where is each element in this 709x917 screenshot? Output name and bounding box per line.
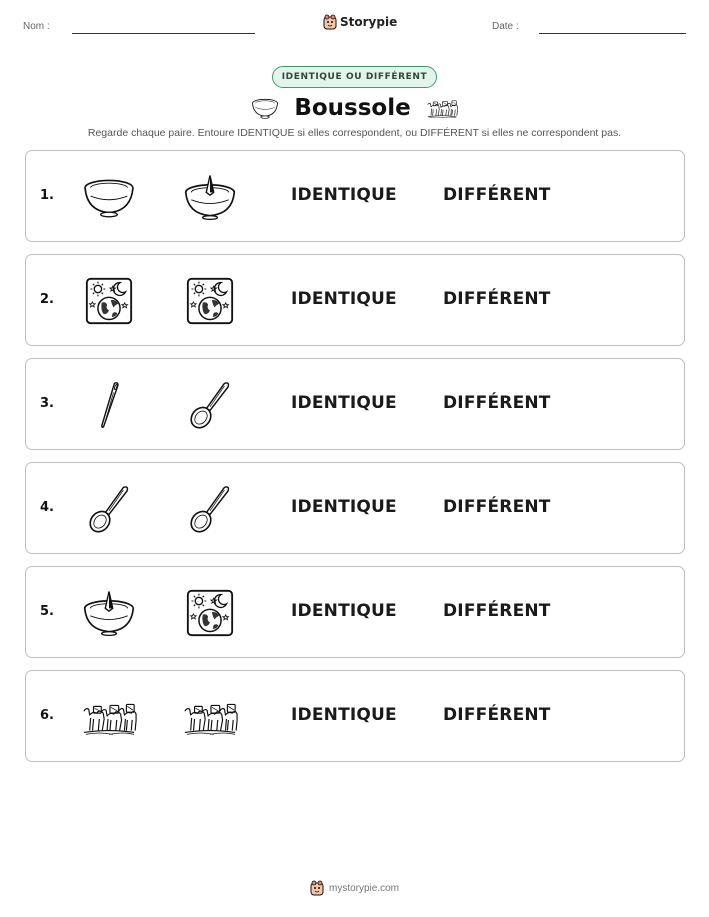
camel-caravan-icon	[181, 697, 239, 737]
date-label: Date :	[492, 21, 519, 32]
question-row	[25, 462, 685, 554]
mascot-icon	[310, 880, 324, 896]
question-number: 6.	[40, 708, 54, 723]
question-row	[25, 670, 685, 762]
different-option[interactable]: DIFFÉRENT	[443, 497, 551, 517]
left-picture	[79, 483, 139, 535]
question-row	[25, 254, 685, 346]
identique-option[interactable]: IDENTIQUE	[291, 705, 397, 725]
right-picture	[180, 483, 240, 535]
identique-option[interactable]: IDENTIQUE	[291, 393, 397, 413]
name-field[interactable]	[72, 33, 255, 34]
different-option[interactable]: DIFFÉRENT	[443, 393, 551, 413]
left-picture	[79, 379, 139, 431]
date-field[interactable]	[539, 33, 686, 34]
spoon-icon	[82, 483, 136, 535]
sky-globe-icon	[186, 589, 234, 637]
question-number: 3.	[40, 396, 54, 411]
left-picture	[79, 691, 139, 743]
sky-globe-icon	[85, 277, 133, 325]
instructions: Regarde chaque paire. Entoure IDENTIQUE si elles correspondent, ou DIFFÉRENT si elles ne correspondent pas.	[87, 127, 622, 139]
camel-caravan-icon	[425, 97, 459, 119]
identique-option[interactable]: IDENTIQUE	[291, 185, 397, 205]
worksheet-header	[0, 0, 709, 50]
left-picture	[79, 275, 139, 327]
identique-option[interactable]: IDENTIQUE	[291, 497, 397, 517]
right-picture	[180, 275, 240, 327]
different-option[interactable]: DIFFÉRENT	[443, 185, 551, 205]
question-number: 4.	[40, 500, 54, 515]
right-picture	[180, 171, 240, 223]
footer-url[interactable]: mystorypie.com	[328, 882, 399, 894]
spoon-icon	[183, 379, 237, 431]
title-row	[0, 92, 709, 124]
identique-option[interactable]: IDENTIQUE	[291, 601, 397, 621]
question-row	[25, 358, 685, 450]
question-number: 5.	[40, 604, 54, 619]
bowl-icon	[250, 96, 280, 120]
page-title: Boussole	[294, 95, 411, 121]
right-picture	[180, 379, 240, 431]
question-row	[25, 150, 685, 242]
footer	[0, 880, 709, 896]
compass-bowl-icon	[81, 589, 137, 637]
different-option[interactable]: DIFFÉRENT	[443, 705, 551, 725]
left-picture	[79, 171, 139, 223]
bowl-icon	[81, 174, 137, 220]
question-number: 2.	[40, 292, 54, 307]
name-label: Nom :	[23, 21, 50, 32]
different-option[interactable]: DIFFÉRENT	[443, 601, 551, 621]
right-picture	[180, 691, 240, 743]
compass-bowl-icon	[182, 173, 238, 221]
needle-icon	[82, 379, 136, 431]
camel-caravan-icon	[80, 697, 138, 737]
identique-option[interactable]: IDENTIQUE	[291, 289, 397, 309]
question-number: 1.	[40, 188, 54, 203]
right-picture	[180, 587, 240, 639]
different-option[interactable]: DIFFÉRENT	[443, 289, 551, 309]
sky-globe-icon	[186, 277, 234, 325]
question-row	[25, 566, 685, 658]
brand-name: Storypie	[340, 15, 398, 29]
left-picture	[79, 587, 139, 639]
brand-logo	[323, 14, 397, 30]
mascot-icon	[323, 14, 337, 30]
worksheet-type-badge: IDENTIQUE OU DIFFÉRENT	[272, 66, 437, 88]
spoon-icon	[183, 483, 237, 535]
